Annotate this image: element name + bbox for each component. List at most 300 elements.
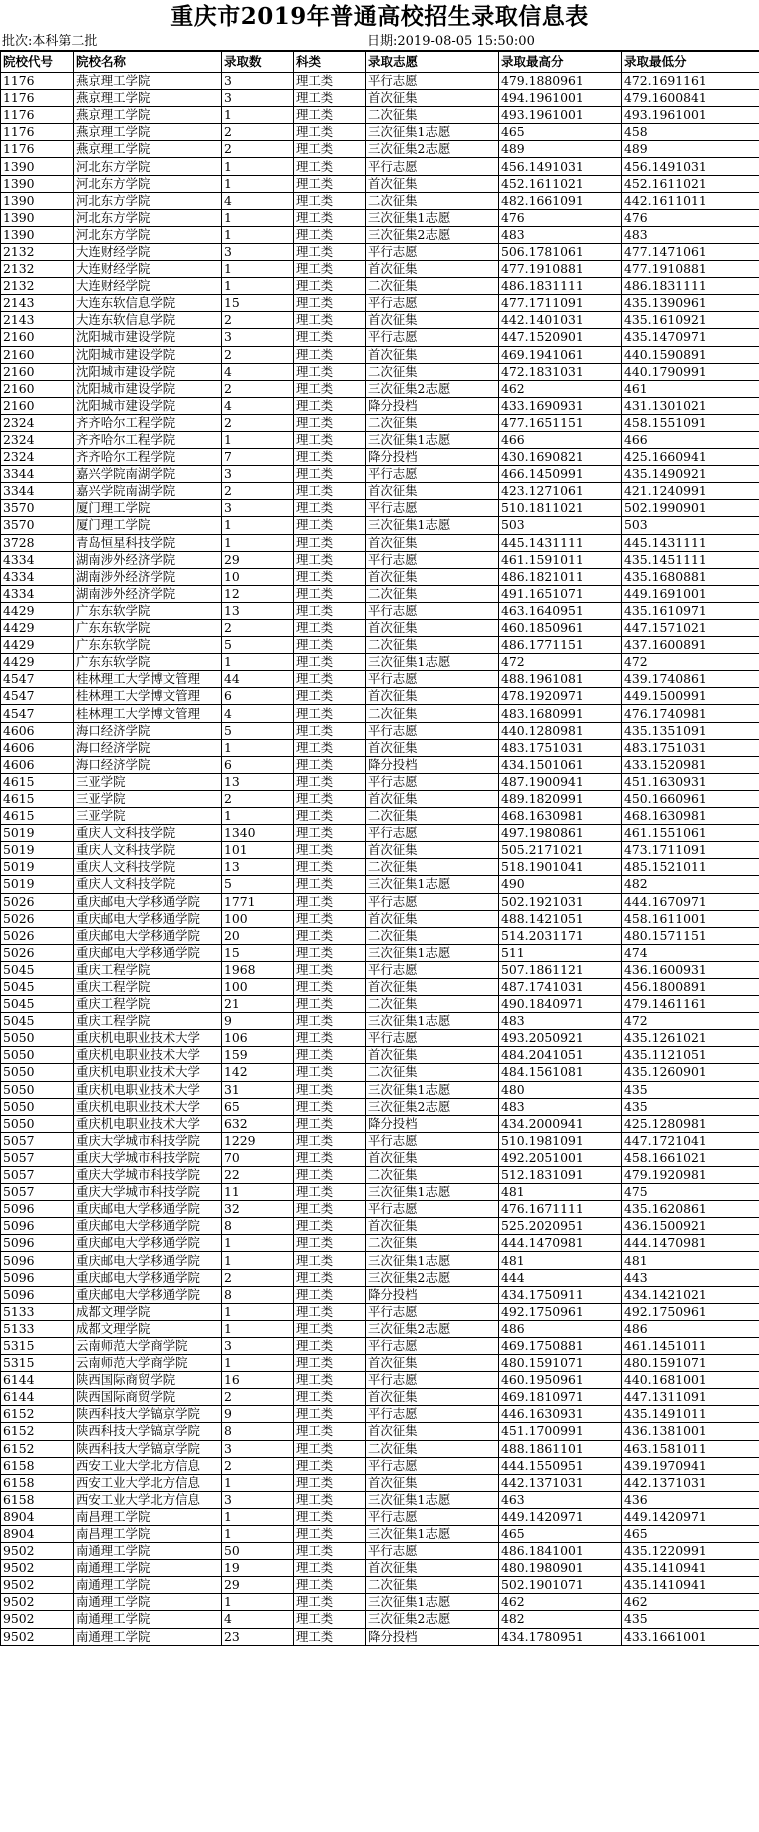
cell-school: 齐齐哈尔工程学院: [74, 431, 222, 448]
column-header-code: 院校代号: [1, 52, 74, 73]
cell-school: 重庆邮电大学移通学院: [74, 1201, 222, 1218]
table-row: [1, 910, 759, 927]
cell-code: 5057: [1, 1149, 74, 1166]
cell-school: 广东东软学院: [74, 602, 222, 619]
cell-school: 海口经济学院: [74, 722, 222, 739]
cell-school: 重庆邮电大学移通学院: [74, 1269, 222, 1286]
cell-count: 3: [222, 90, 294, 107]
cell-max-score: 462: [499, 380, 622, 397]
cell-count: 1: [222, 534, 294, 551]
cell-school: 重庆机电职业技术大学: [74, 1064, 222, 1081]
cell-school: 桂林理工大学博文管理: [74, 671, 222, 688]
cell-count: 7: [222, 449, 294, 466]
cell-round: 首次征集: [366, 1218, 499, 1235]
cell-category: 理工类: [294, 1594, 366, 1611]
cell-category: 理工类: [294, 363, 366, 380]
cell-max-score: 477.1711091: [499, 295, 622, 312]
cell-code: 5045: [1, 996, 74, 1013]
cell-min-score: 442.1611011: [622, 192, 759, 209]
cell-category: 理工类: [294, 175, 366, 192]
cell-code: 2132: [1, 261, 74, 278]
cell-min-score: 435: [622, 1081, 759, 1098]
cell-code: 1176: [1, 124, 74, 141]
cell-max-score: 483.1680991: [499, 705, 622, 722]
cell-min-score: 433.1520981: [622, 756, 759, 773]
cell-code: 5026: [1, 893, 74, 910]
cell-code: 4334: [1, 585, 74, 602]
table-row: [1, 688, 759, 705]
cell-code: 1390: [1, 226, 74, 243]
table-row: [1, 585, 759, 602]
cell-round: 二次征集: [366, 585, 499, 602]
cell-round: 三次征集2志愿: [366, 1611, 499, 1628]
cell-min-score: 477.1910881: [622, 261, 759, 278]
table-row: [1, 226, 759, 243]
cell-min-score: 439.1740861: [622, 671, 759, 688]
cell-school: 云南师范大学商学院: [74, 1337, 222, 1354]
cell-category: 理工类: [294, 568, 366, 585]
cell-school: 西安工业大学北方信息: [74, 1457, 222, 1474]
cell-max-score: 465: [499, 1525, 622, 1542]
cell-max-score: 487.1900941: [499, 773, 622, 790]
cell-min-score: 436.1381001: [622, 1423, 759, 1440]
table-row: [1, 1167, 759, 1184]
cell-max-score: 476.1671111: [499, 1201, 622, 1218]
cell-school: 重庆机电职业技术大学: [74, 1081, 222, 1098]
cell-school: 重庆机电职业技术大学: [74, 1098, 222, 1115]
cell-min-score: 435.1610921: [622, 312, 759, 329]
cell-min-score: 489: [622, 141, 759, 158]
cell-max-score: 480.1980901: [499, 1560, 622, 1577]
cell-max-score: 423.1271061: [499, 483, 622, 500]
cell-category: 理工类: [294, 1013, 366, 1030]
table-row: [1, 483, 759, 500]
cell-code: 9502: [1, 1594, 74, 1611]
cell-max-score: 442.1371031: [499, 1474, 622, 1491]
cell-count: 13: [222, 859, 294, 876]
table-row: [1, 1030, 759, 1047]
cell-count: 13: [222, 602, 294, 619]
cell-count: 9: [222, 1013, 294, 1030]
cell-max-score: 440.1280981: [499, 722, 622, 739]
cell-code: 5050: [1, 1098, 74, 1115]
table-row: [1, 756, 759, 773]
cell-count: 142: [222, 1064, 294, 1081]
cell-min-score: 486: [622, 1320, 759, 1337]
cell-category: 理工类: [294, 500, 366, 517]
cell-category: 理工类: [294, 312, 366, 329]
cell-school: 大连财经学院: [74, 261, 222, 278]
table-row: [1, 1337, 759, 1354]
cell-round: 平行志愿: [366, 1508, 499, 1525]
table-row: [1, 517, 759, 534]
cell-round: 二次征集: [366, 1064, 499, 1081]
cell-max-score: 468.1630981: [499, 808, 622, 825]
cell-category: 理工类: [294, 414, 366, 431]
cell-round: 三次征集1志愿: [366, 431, 499, 448]
cell-min-score: 449.1691001: [622, 585, 759, 602]
cell-count: 1: [222, 1508, 294, 1525]
cell-code: 8904: [1, 1525, 74, 1542]
cell-max-score: 434.1501061: [499, 756, 622, 773]
table-row: [1, 1611, 759, 1628]
cell-max-score: 444: [499, 1269, 622, 1286]
cell-school: 南通理工学院: [74, 1543, 222, 1560]
cell-min-score: 444.1470981: [622, 1235, 759, 1252]
cell-max-score: 489: [499, 141, 622, 158]
table-row: [1, 1013, 759, 1030]
cell-category: 理工类: [294, 825, 366, 842]
cell-category: 理工类: [294, 876, 366, 893]
table-row: [1, 414, 759, 431]
cell-category: 理工类: [294, 739, 366, 756]
cell-school: 重庆人文科技学院: [74, 859, 222, 876]
cell-max-score: 434.1780951: [499, 1628, 622, 1645]
cell-min-score: 466: [622, 431, 759, 448]
cell-category: 理工类: [294, 346, 366, 363]
table-row: [1, 431, 759, 448]
cell-min-score: 483: [622, 226, 759, 243]
cell-category: 理工类: [294, 842, 366, 859]
cell-round: 平行志愿: [366, 1406, 499, 1423]
cell-min-score: 486.1831111: [622, 278, 759, 295]
cell-school: 河北东方学院: [74, 158, 222, 175]
cell-min-score: 474: [622, 944, 759, 961]
cell-max-score: 469.1941061: [499, 346, 622, 363]
cell-count: 1: [222, 1355, 294, 1372]
cell-max-score: 461.1591011: [499, 551, 622, 568]
cell-max-score: 460.1850961: [499, 620, 622, 637]
cell-round: 平行志愿: [366, 722, 499, 739]
cell-school: 河北东方学院: [74, 209, 222, 226]
cell-min-score: 435.1261021: [622, 1030, 759, 1047]
table-row: [1, 722, 759, 739]
cell-category: 理工类: [294, 773, 366, 790]
cell-round: 首次征集: [366, 346, 499, 363]
cell-count: 100: [222, 910, 294, 927]
cell-category: 理工类: [294, 380, 366, 397]
table-row: [1, 637, 759, 654]
cell-round: 首次征集: [366, 620, 499, 637]
cell-school: 重庆机电职业技术大学: [74, 1030, 222, 1047]
cell-school: 齐齐哈尔工程学院: [74, 414, 222, 431]
cell-max-score: 469.1810971: [499, 1389, 622, 1406]
cell-round: 二次征集: [366, 927, 499, 944]
table-row: [1, 1457, 759, 1474]
cell-school: 大连财经学院: [74, 243, 222, 260]
cell-round: 三次征集2志愿: [366, 380, 499, 397]
cell-min-score: 480.1591071: [622, 1355, 759, 1372]
cell-round: 首次征集: [366, 842, 499, 859]
cell-category: 理工类: [294, 1269, 366, 1286]
cell-code: 2324: [1, 449, 74, 466]
cell-min-score: 421.1240991: [622, 483, 759, 500]
cell-count: 1: [222, 1474, 294, 1491]
cell-school: 陕西国际商贸学院: [74, 1389, 222, 1406]
cell-school: 海口经济学院: [74, 739, 222, 756]
cell-school: 重庆邮电大学移通学院: [74, 1218, 222, 1235]
cell-min-score: 458.1661021: [622, 1149, 759, 1166]
cell-category: 理工类: [294, 397, 366, 414]
cell-count: 4: [222, 397, 294, 414]
cell-round: 平行志愿: [366, 893, 499, 910]
cell-code: 5019: [1, 825, 74, 842]
cell-code: 5026: [1, 944, 74, 961]
cell-min-score: 472: [622, 1013, 759, 1030]
cell-code: 5133: [1, 1320, 74, 1337]
cell-count: 3: [222, 329, 294, 346]
cell-max-score: 460.1950961: [499, 1372, 622, 1389]
cell-count: 65: [222, 1098, 294, 1115]
table-row: [1, 534, 759, 551]
cell-category: 理工类: [294, 124, 366, 141]
cell-code: 1390: [1, 175, 74, 192]
cell-round: 二次征集: [366, 278, 499, 295]
cell-max-score: 463.1640951: [499, 602, 622, 619]
cell-max-score: 472.1831031: [499, 363, 622, 380]
cell-school: 陕西科技大学镐京学院: [74, 1406, 222, 1423]
cell-round: 三次征集1志愿: [366, 944, 499, 961]
cell-school: 齐齐哈尔工程学院: [74, 449, 222, 466]
cell-max-score: 492.2051001: [499, 1149, 622, 1166]
cell-school: 重庆机电职业技术大学: [74, 1115, 222, 1132]
cell-max-score: 502.1901071: [499, 1577, 622, 1594]
cell-max-score: 433.1690931: [499, 397, 622, 414]
table-row: [1, 620, 759, 637]
cell-code: 2160: [1, 380, 74, 397]
table-row: [1, 278, 759, 295]
cell-count: 2: [222, 1389, 294, 1406]
cell-category: 理工类: [294, 534, 366, 551]
cell-school: 重庆工程学院: [74, 978, 222, 995]
cell-max-score: 503: [499, 517, 622, 534]
cell-count: 4: [222, 192, 294, 209]
cell-min-score: 482: [622, 876, 759, 893]
cell-count: 11: [222, 1184, 294, 1201]
cell-school: 三亚学院: [74, 773, 222, 790]
table-row: [1, 1508, 759, 1525]
cell-min-score: 435.1451111: [622, 551, 759, 568]
cell-min-score: 477.1471061: [622, 243, 759, 260]
cell-category: 理工类: [294, 944, 366, 961]
cell-school: 成都文理学院: [74, 1303, 222, 1320]
cell-count: 3: [222, 466, 294, 483]
table-row: [1, 893, 759, 910]
cell-min-score: 480.1571151: [622, 927, 759, 944]
cell-code: 2160: [1, 346, 74, 363]
table-row: [1, 1132, 759, 1149]
table-row: [1, 944, 759, 961]
cell-category: 理工类: [294, 1218, 366, 1235]
table-row: [1, 1389, 759, 1406]
cell-code: 3728: [1, 534, 74, 551]
cell-category: 理工类: [294, 927, 366, 944]
table-row: [1, 1355, 759, 1372]
table-row: [1, 551, 759, 568]
table-row: [1, 329, 759, 346]
table-row: [1, 927, 759, 944]
cell-round: 二次征集: [366, 1235, 499, 1252]
cell-min-score: 452.1611021: [622, 175, 759, 192]
cell-round: 三次征集1志愿: [366, 517, 499, 534]
cell-school: 重庆大学城市科技学院: [74, 1132, 222, 1149]
cell-school: 南通理工学院: [74, 1628, 222, 1645]
cell-category: 理工类: [294, 602, 366, 619]
cell-code: 5096: [1, 1201, 74, 1218]
cell-school: 西安工业大学北方信息: [74, 1474, 222, 1491]
cell-round: 平行志愿: [366, 671, 499, 688]
cell-min-score: 437.1600891: [622, 637, 759, 654]
cell-code: 1176: [1, 141, 74, 158]
cell-min-score: 435: [622, 1098, 759, 1115]
cell-min-score: 440.1681001: [622, 1372, 759, 1389]
cell-code: 2132: [1, 243, 74, 260]
cell-max-score: 493.1961001: [499, 107, 622, 124]
cell-count: 2: [222, 790, 294, 807]
cell-max-score: 456.1491031: [499, 158, 622, 175]
cell-count: 2: [222, 124, 294, 141]
cell-min-score: 479.1600841: [622, 90, 759, 107]
cell-max-score: 484.1561081: [499, 1064, 622, 1081]
table-row: [1, 961, 759, 978]
cell-max-score: 476: [499, 209, 622, 226]
cell-max-score: 486.1831111: [499, 278, 622, 295]
table-row: [1, 996, 759, 1013]
cell-min-score: 492.1750961: [622, 1303, 759, 1320]
table-row: [1, 1184, 759, 1201]
cell-round: 平行志愿: [366, 158, 499, 175]
cell-school: 重庆工程学院: [74, 961, 222, 978]
cell-category: 理工类: [294, 483, 366, 500]
cell-school: 沈阳城市建设学院: [74, 346, 222, 363]
cell-category: 理工类: [294, 808, 366, 825]
cell-count: 1: [222, 158, 294, 175]
cell-max-score: 445.1431111: [499, 534, 622, 551]
cell-max-score: 493.2050921: [499, 1030, 622, 1047]
cell-code: 5315: [1, 1355, 74, 1372]
cell-round: 首次征集: [366, 1047, 499, 1064]
table-row: [1, 876, 759, 893]
table-row: [1, 1440, 759, 1457]
cell-round: 平行志愿: [366, 73, 499, 90]
cell-count: 1: [222, 1235, 294, 1252]
cell-school: 陕西科技大学镐京学院: [74, 1423, 222, 1440]
table-row: [1, 192, 759, 209]
cell-category: 理工类: [294, 243, 366, 260]
cell-code: 5045: [1, 1013, 74, 1030]
cell-category: 理工类: [294, 1030, 366, 1047]
cell-round: 三次征集1志愿: [366, 1491, 499, 1508]
cell-code: 5019: [1, 842, 74, 859]
cell-count: 8: [222, 1218, 294, 1235]
cell-min-score: 444.1670971: [622, 893, 759, 910]
cell-min-score: 435.1620861: [622, 1201, 759, 1218]
table-row: [1, 1525, 759, 1542]
cell-min-score: 465: [622, 1525, 759, 1542]
cell-max-score: 518.1901041: [499, 859, 622, 876]
cell-count: 3: [222, 73, 294, 90]
table-row: [1, 978, 759, 995]
cell-category: 理工类: [294, 910, 366, 927]
cell-max-score: 512.1831091: [499, 1167, 622, 1184]
table-row: [1, 602, 759, 619]
table-row: [1, 1115, 759, 1132]
cell-min-score: 447.1311091: [622, 1389, 759, 1406]
cell-max-score: 477.1651151: [499, 414, 622, 431]
cell-min-score: 447.1571021: [622, 620, 759, 637]
cell-code: 5057: [1, 1167, 74, 1184]
cell-category: 理工类: [294, 637, 366, 654]
table-row: [1, 568, 759, 585]
cell-max-score: 511: [499, 944, 622, 961]
cell-count: 13: [222, 773, 294, 790]
cell-school: 南通理工学院: [74, 1611, 222, 1628]
column-header-min-score: 录取最低分: [622, 52, 759, 73]
cell-round: 三次征集2志愿: [366, 1269, 499, 1286]
cell-round: 二次征集: [366, 637, 499, 654]
table-row: [1, 243, 759, 260]
table-row: [1, 295, 759, 312]
cell-category: 理工类: [294, 1423, 366, 1440]
cell-min-score: 451.1630931: [622, 773, 759, 790]
cell-max-score: 489.1820991: [499, 790, 622, 807]
table-row: [1, 1235, 759, 1252]
cell-count: 8: [222, 1286, 294, 1303]
cell-school: 沈阳城市建设学院: [74, 397, 222, 414]
cell-category: 理工类: [294, 1149, 366, 1166]
cell-code: 4615: [1, 808, 74, 825]
cell-school: 重庆人文科技学院: [74, 825, 222, 842]
cell-code: 5019: [1, 859, 74, 876]
cell-code: 1390: [1, 158, 74, 175]
cell-round: 二次征集: [366, 705, 499, 722]
cell-count: 3: [222, 243, 294, 260]
cell-school: 燕京理工学院: [74, 73, 222, 90]
cell-school: 沈阳城市建设学院: [74, 329, 222, 346]
cell-round: 首次征集: [366, 910, 499, 927]
cell-code: 9502: [1, 1560, 74, 1577]
cell-category: 理工类: [294, 226, 366, 243]
cell-category: 理工类: [294, 1201, 366, 1218]
cell-min-score: 445.1431111: [622, 534, 759, 551]
cell-category: 理工类: [294, 295, 366, 312]
cell-school: 燕京理工学院: [74, 141, 222, 158]
cell-min-score: 435.1390961: [622, 295, 759, 312]
cell-round: 三次征集2志愿: [366, 141, 499, 158]
table-row: [1, 790, 759, 807]
cell-code: 5096: [1, 1252, 74, 1269]
cell-code: 1390: [1, 209, 74, 226]
cell-count: 1229: [222, 1132, 294, 1149]
cell-category: 理工类: [294, 705, 366, 722]
table-row: [1, 1491, 759, 1508]
cell-min-score: 475: [622, 1184, 759, 1201]
cell-code: 4606: [1, 722, 74, 739]
cell-school: 大连财经学院: [74, 278, 222, 295]
cell-school: 沈阳城市建设学院: [74, 363, 222, 380]
cell-school: 南昌理工学院: [74, 1508, 222, 1525]
table-row: [1, 141, 759, 158]
cell-min-score: 435.1410941: [622, 1577, 759, 1594]
cell-max-score: 466: [499, 431, 622, 448]
cell-category: 理工类: [294, 1543, 366, 1560]
cell-min-score: 449.1500991: [622, 688, 759, 705]
cell-max-score: 446.1630931: [499, 1406, 622, 1423]
cell-school: 沈阳城市建设学院: [74, 380, 222, 397]
cell-school: 燕京理工学院: [74, 107, 222, 124]
cell-round: 首次征集: [366, 90, 499, 107]
cell-max-score: 449.1420971: [499, 1508, 622, 1525]
